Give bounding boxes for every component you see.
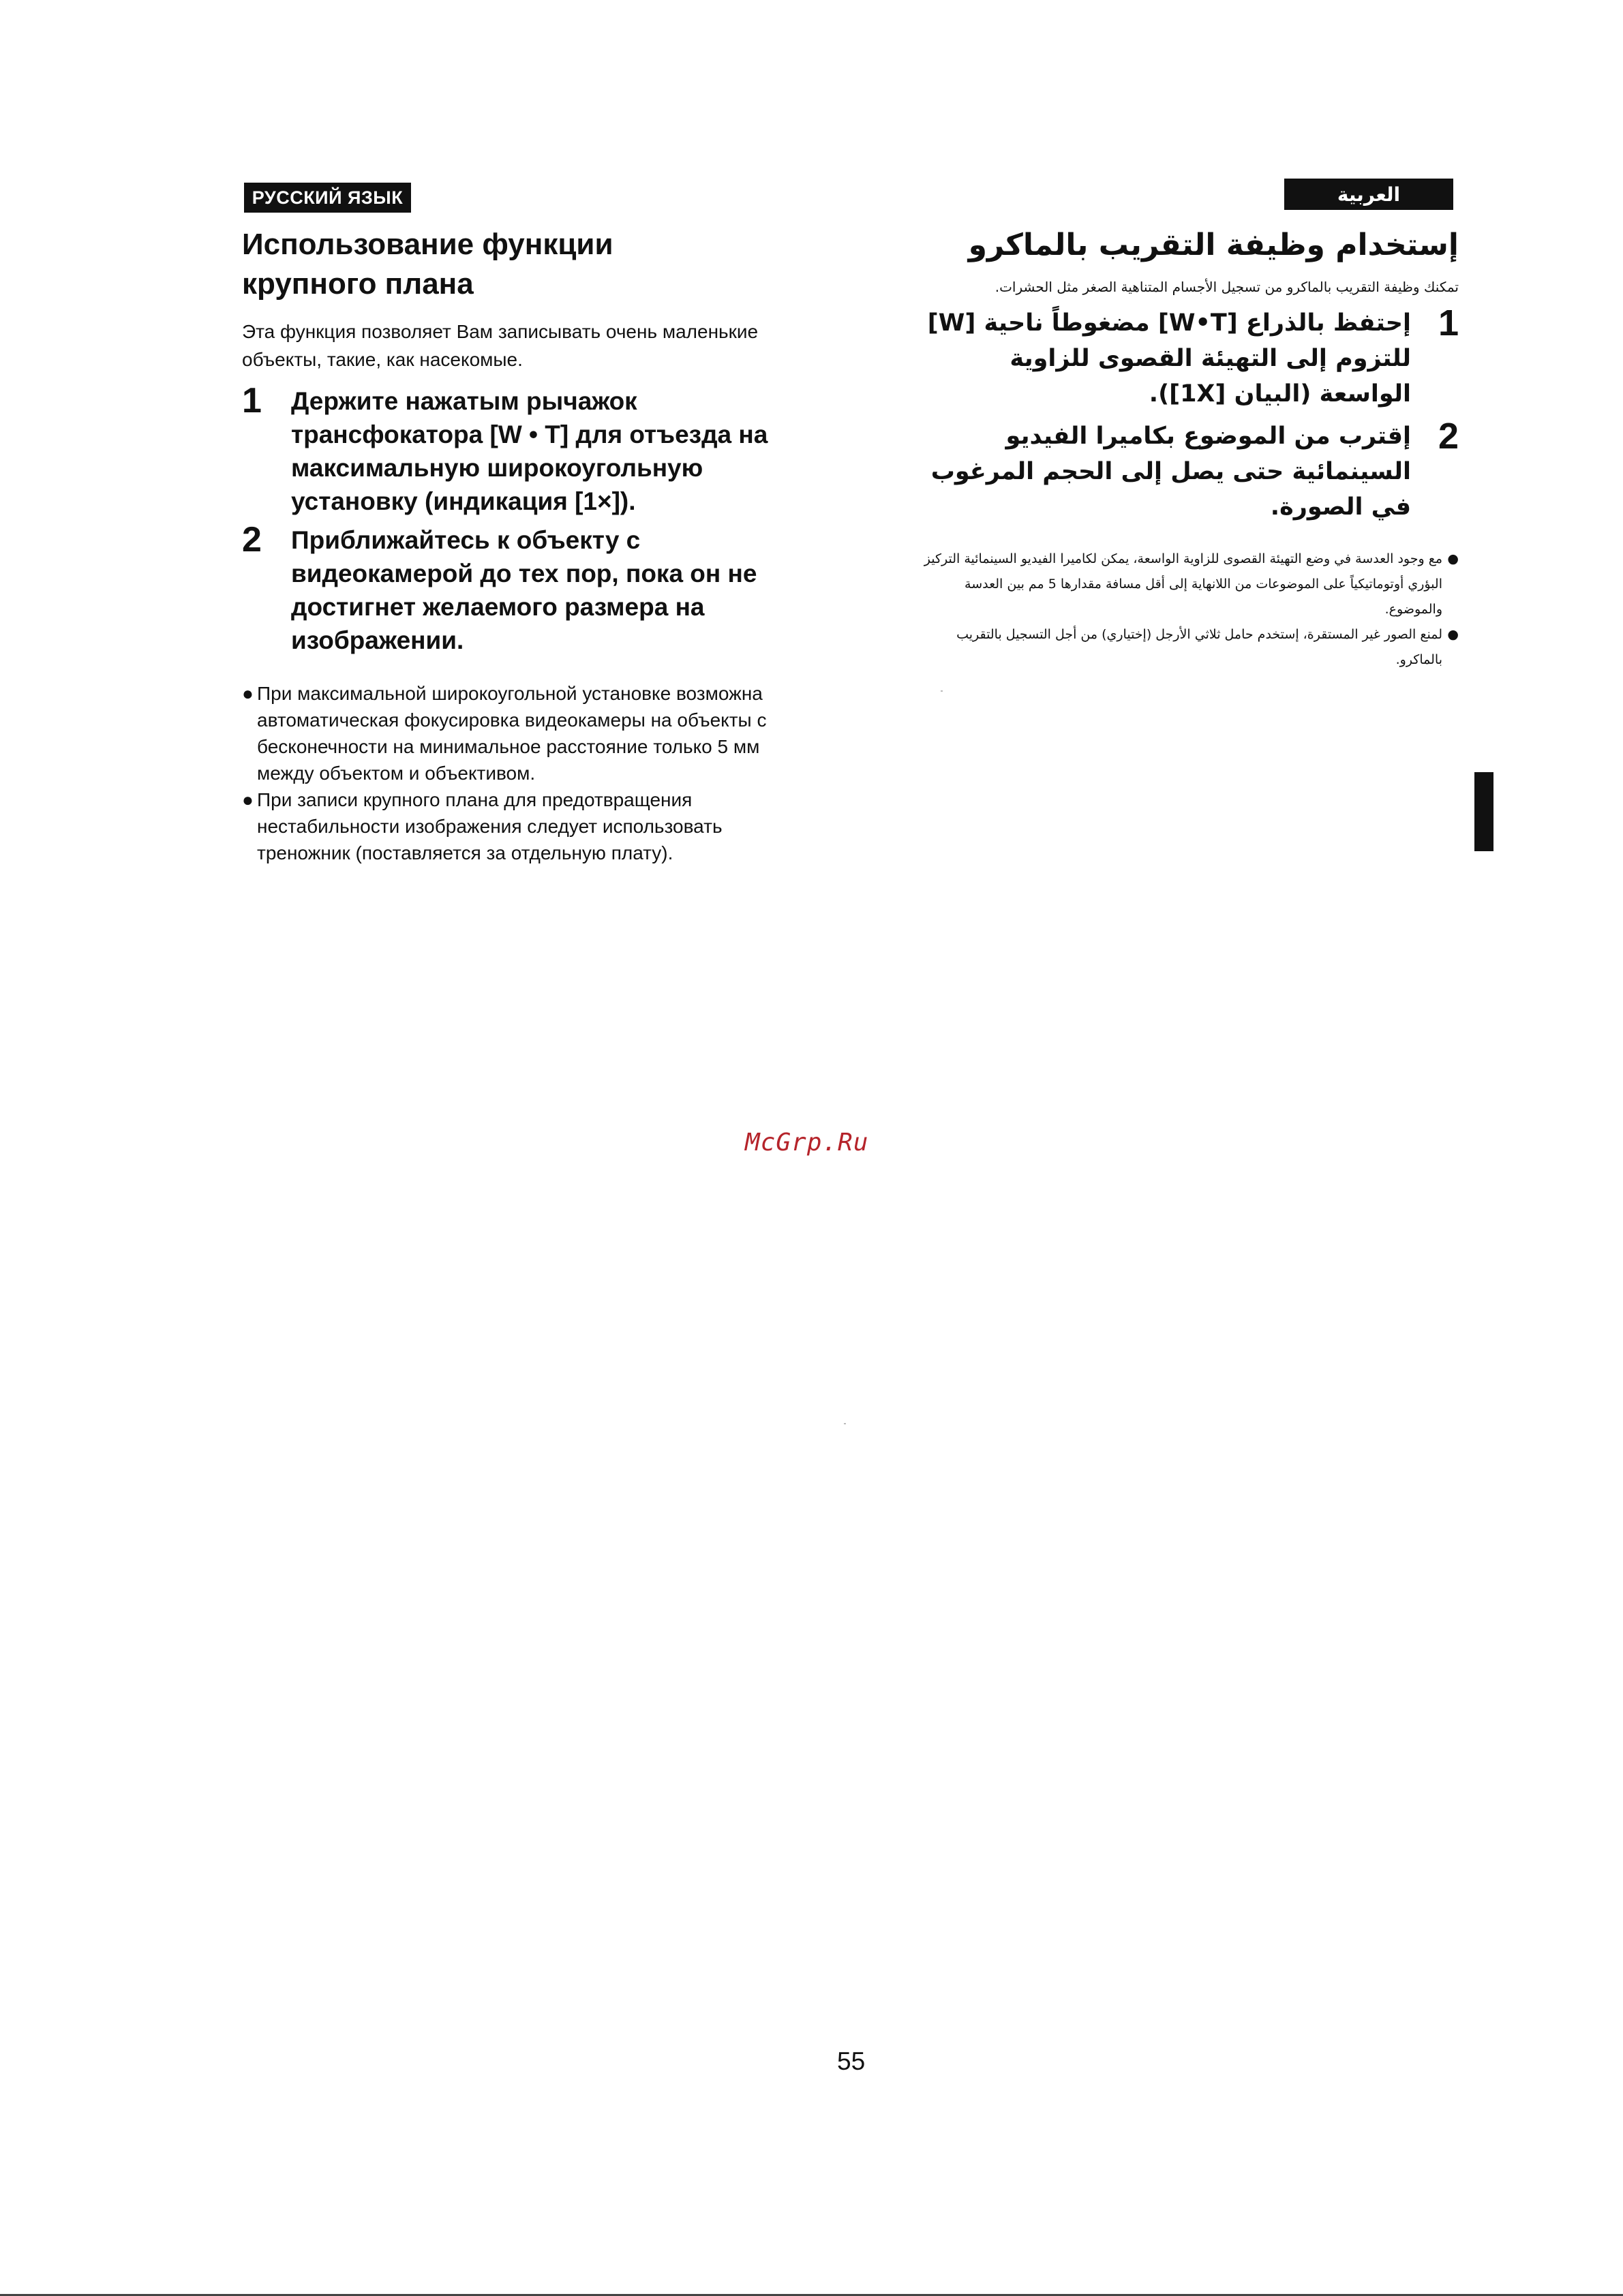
russian-intro: Эта функция позволяет Вам записывать очень маленькие объекты, такие, как насекомые. xyxy=(242,321,759,370)
arabic-title: إستخدام وظيفة التقريب بالماكرو xyxy=(968,228,1459,262)
arabic-column xyxy=(913,225,1459,673)
russian-notes xyxy=(242,680,801,866)
step-text: Держите нажатым рычажок трансфокатора [W • T] для отъезда на максимальную широкоугольную установку (индикация [1×]). xyxy=(291,387,768,515)
russian-title xyxy=(242,225,801,304)
scan-speck xyxy=(941,690,943,692)
note-text: لمنع الصور غير المستقرة، إستخدم حامل ثلاثي الأرجل (إختياري) من أجل التسجيل بالتقريب بالماكرو. xyxy=(956,627,1442,667)
bullet-icon: ● xyxy=(242,683,254,704)
arabic-intro: تمكنك وظيفة التقريب بالماكرو من تسجيل الأجسام المتناهية الصغر مثل الحشرات. xyxy=(995,279,1459,295)
russian-step-1 xyxy=(242,381,801,518)
language-tag-arabic: العربية xyxy=(1284,179,1453,210)
bullet-icon: ● xyxy=(1447,627,1459,642)
arabic-note-2 xyxy=(913,622,1459,673)
step-text: إقترب من الموضوع بكاميرا الفيديو السينمائية حتى يصل إلى الحجم المرغوب في الصورة. xyxy=(930,423,1411,521)
thumb-index-marker xyxy=(1474,772,1493,851)
step-number: 2 xyxy=(242,520,262,560)
step-text: إحتفظ بالذراع [W•T] مضغوطاً ناحية [W] للتزوم إلى التهيئة القصوى للزاوية الواسعة (البيان [1X]). xyxy=(927,309,1411,408)
arabic-note-1 xyxy=(913,547,1459,622)
russian-note-1 xyxy=(242,680,801,786)
bullet-icon: ● xyxy=(242,789,254,810)
note-text: При максимальной широкоугольной установке возможна автоматическая фокусировка видеокамеры на объекты с бесконечности на минимальное расстояние только 5 мм между объектом и объективом. xyxy=(257,683,767,784)
note-text: При записи крупного плана для предотвращения нестабильности изображения следует использовать треножник (поставляется за отдельную плату). xyxy=(257,789,723,863)
russian-title-line-2: крупного плана xyxy=(242,267,474,301)
step-text: Приближайтесь к объекту с видеокамерой до тех пор, пока он не достигнет желаемого размера на изображении. xyxy=(291,526,757,654)
russian-note-2 xyxy=(242,786,801,866)
page-number: 55 xyxy=(837,2047,866,2075)
russian-column xyxy=(242,225,801,866)
step-number: 1 xyxy=(242,381,262,420)
russian-step-2 xyxy=(242,520,801,657)
watermark-text: McGrp.Ru xyxy=(745,1129,869,1157)
arabic-step-2 xyxy=(913,418,1459,525)
arabic-step-1 xyxy=(913,305,1459,412)
step-number: 2 xyxy=(1438,416,1459,457)
step-number: 1 xyxy=(1438,303,1459,343)
note-text: مع وجود العدسة في وضع التهيئة القصوى للزاوية الواسعة، يمكن لكاميرا الفيديو السينمائية التركيز البؤري أوتوماتيكياً على الموضوعات من اللانهاية إلى أقل مسافة مقدارها 5 مم بين العدسة والموضوع. xyxy=(924,551,1442,617)
scan-speck xyxy=(844,1423,846,1424)
bullet-icon: ● xyxy=(1447,551,1459,566)
russian-title-line-1: Использование функции xyxy=(242,228,613,261)
arabic-notes xyxy=(913,547,1459,673)
language-tag-russian: РУССКИЙ ЯЗЫК xyxy=(244,183,411,213)
